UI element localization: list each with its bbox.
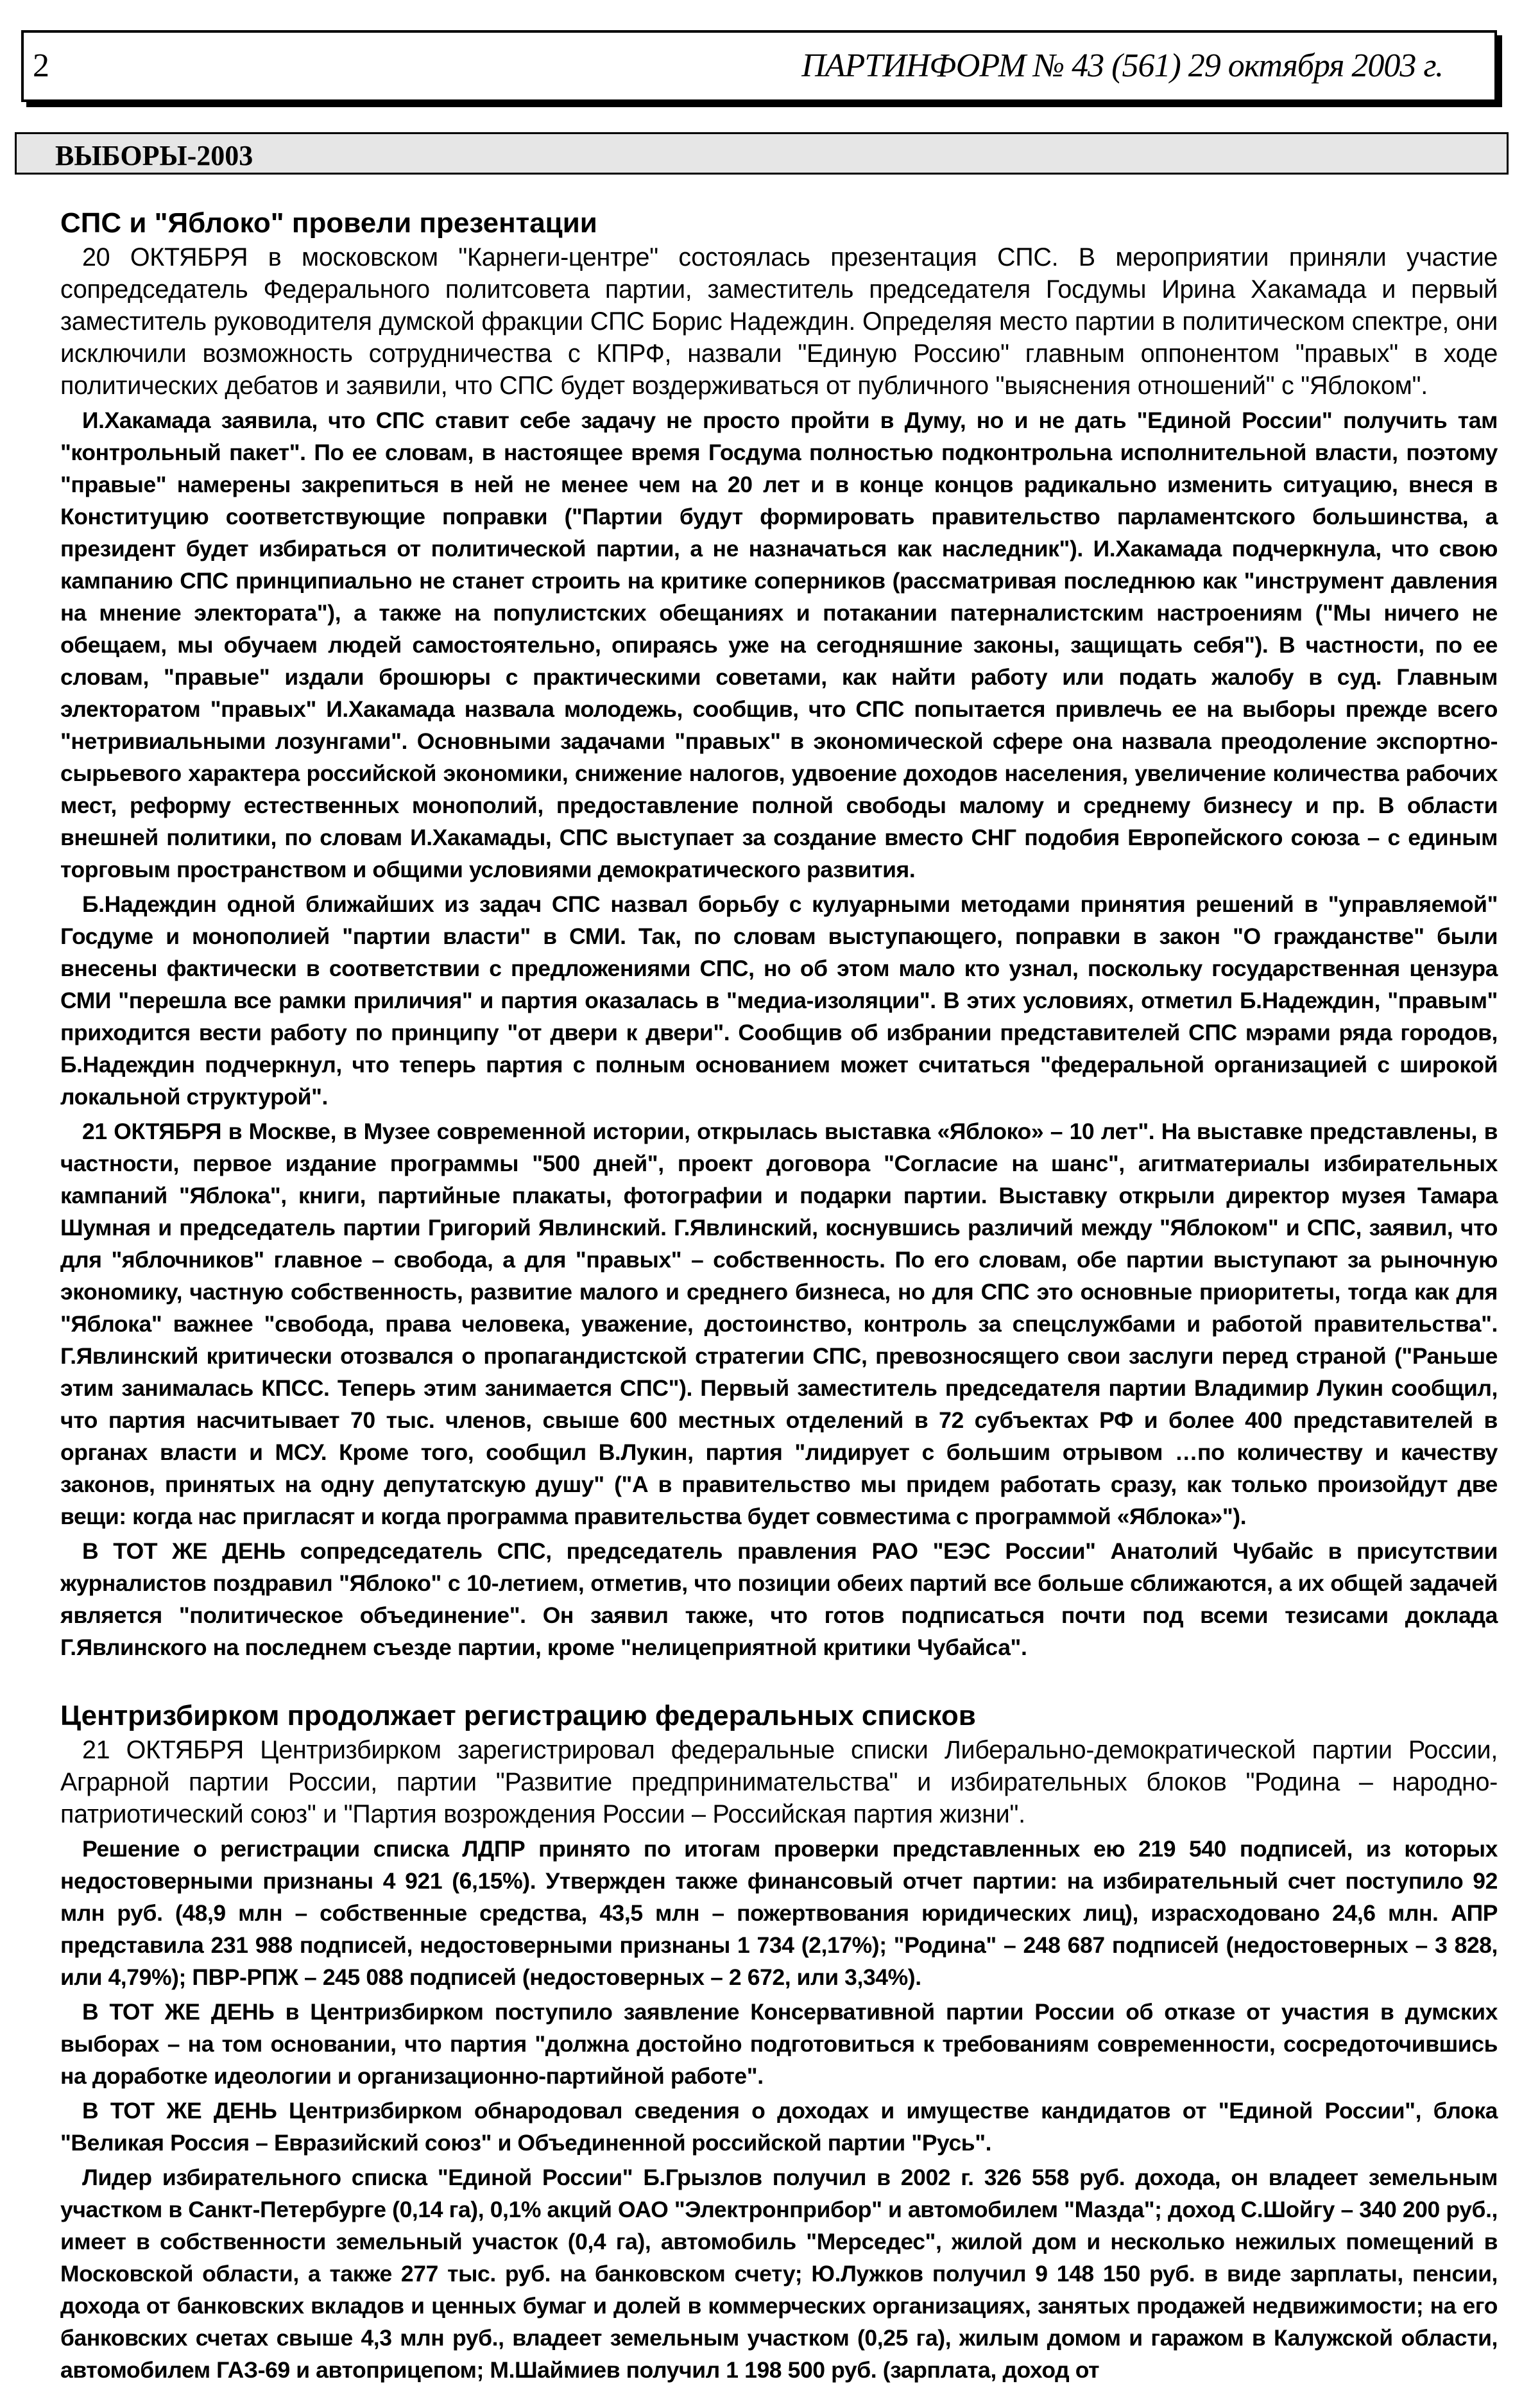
section-title: ВЫБОРЫ-2003 (55, 140, 253, 171)
paragraph: В ТОТ ЖЕ ДЕНЬ сопредседатель СПС, председатель правления РАО "ЕЭС России" Анатолий Чубайс в присутствии журналистов поздравил "Яблоко" с 10-летием, отметив, что позиции обеих партий все больше сближаются, а их общей задачей является "политическое объединение". Он заявил также, что готов подписаться почти под всеми тезисами доклада Г.Явлинского на последнем съезде партии, кроме "нелицеприятной критики Чубайса". (60, 1538, 1498, 1660)
publication-title: ПАРТИНФОРМ № 43 (561) 29 октября 2003 г. (801, 47, 1443, 84)
paragraph: В ТОТ ЖЕ ДЕНЬ в Центризбирком поступило заявление Консервативной партии России об отказе от участия в думских выборах – на том основании, что партия "должна достойно подготовиться к требованиям современности, сосредоточившись на доработке идеологии и организационно-партийной работе". (60, 1999, 1498, 2089)
paragraph: И.Хакамада заявила, что СПС ставит себе задачу не просто пройти в Думу, но и не дать "Единой России" получить там "контрольный пакет". По ее словам, в настоящее время Госдума полностью подконтрольна исполнительной власти, поэтому "правые" намерены закрепиться в ней не менее чем на 20 лет и в конце концов радикально изменить ситуацию, внеся в Конституцию соответствующие поправки ("Партии будут формировать правительство парламентского большинства, а президент будет избираться от политической партии, а не назначаться как наследник"). И.Хакамада подчеркнула, что свою кампанию СПС принципиально не станет строить на критике соперников (рассматривая последнюю как "инструмент давления на мнение электората"), а также на популистских обещаниях и потакании патерналистским настроениям ("Мы ничего не обещаем, мы обучаем людей самостоятельно, опираясь уже на сегодняшние законы, защищать себя"). В частности, по ее словам, "правые" издали брошюры с практическими советами, как найти работу или подать жалобу в суд. Главным электоратом "правых" И.Хакамада назвала молодежь, сообщив, что СПС попытается привлечь ее на выборы прежде всего "нетривиальными лозунгами". Основными задачами "правых" в экономической сфере она назвала преодоление экспортно-сырьевого характера российской экономики, снижение налогов, удвоение доходов населения, увеличение количества рабочих мест, реформу естественных монополий, предоставление полной свободы малому и среднему бизнесу и пр. В области внешней политики, по словам И.Хакамады, СПС выступает за создание вместо СНГ подобия Европейского союза – с единым торговым пространством и общими условиями демократического развития. (60, 408, 1498, 882)
section-bar (15, 132, 1509, 175)
paragraph: Решение о регистрации списка ЛДПР принято по итогам проверки представленных ею 219 540 подписей, из которых недостоверными признаны 4 921 (6,15%). Утвержден также финансовый отчет партии: на избирательный счет поступило 92 млн руб. (48,9 млн – собственные средства, 43,5 млн – пожертвования юридических лиц), израсходовано 24,6 млн. АПР представила 231 988 подписей, недостоверными признаны 1 734 (2,17%); "Родина" – 248 687 подписей (недостоверных – 3 828, или 4,79%); ПВР-РПЖ – 245 088 подписей (недостоверных – 2 672, или 3,34%). (60, 1836, 1498, 1990)
paragraph: 21 ОКТЯБРЯ Центризбирком зарегистрировал федеральные списки Либерально-демократической партии России, Аграрной партии России, партии "Развитие предпринимательства" и избирательных блоков "Родина – народно-патриотический союз" и "Партия возрождения России – Российская партия жизни". (60, 1736, 1498, 1828)
paragraph: Б.Надеждин одной ближайших из задач СПС назвал борьбу с кулуарными методами принятия решений в "управляемой" Госдуме и монополией "партии власти" в СМИ. Так, по словам выступающего, поправки в закон "О гражданстве" были внесены фактически в соответствии с предложениями СПС, но об этом мало кто узнал, поскольку государственная цензура СМИ "перешла все рамки приличия" и партия оказалась в "медиа-изоляции". В этих условиях, отметил Б.Надеждин, "правым" приходится вести работу по принципу "от двери к двери". Сообщив об избрании представителей СПС мэрами ряда городов, Б.Надеждин подчеркнул, что теперь партия с полным основанием может считаться "федеральной организацией с широкой локальной структурой". (60, 891, 1498, 1110)
paragraph: 21 ОКТЯБРЯ в Москве, в Музее современной истории, открылась выставка «Яблоко» – 10 лет". На выставке представлены, в частности, первое издание программы "500 дней", проект договора "Согласие на шанс", агитматериалы избирательных кампаний "Яблока", книги, партийные плакаты, фотографии и подарки партии. Выставку открыли директор музея Тамара Шумная и председатель партии Григорий Явлинский. Г.Явлинский, коснувшись различий между "Яблоком" и СПС, заявил, что для "яблочников" главное – свобода, а для "правых" – собственность. По его словам, обе партии выступают за рыночную экономику, частную собственность, развитие малого и среднего бизнеса, но для СПС это основные приоритеты, тогда как для "Яблока" важнее "свобода, права человека, уважение, достоинство, контроль за спецслужбами и работой правительства". Г.Явлинский критически отозвался о пропагандистской стратегии СПС, превозносящего свои заслуги перед страной ("Раньше этим занималась КПСС. Теперь этим занимается СПС"). Первый заместитель председателя партии Владимир Лукин сообщил, что партия насчитывает 70 тыс. членов, свыше 600 местных отделений в 72 субъектах РФ и более 400 представителей в органах власти и МСУ. Кроме того, сообщил В.Лукин, партия "лидирует с большим отрывом …по количеству и качеству законов, принятых на одну депутатскую душу" ("А в правительство мы придем работать сразу, как только произойдут две вещи: когда нас пригласят и когда программа правительства будет совместима с программой «Яблока»"). (60, 1119, 1498, 1529)
article-body (60, 205, 1498, 2386)
paragraph: Лидер избирательного списка "Единой России" Б.Грызлов получил в 2002 г. 326 558 руб. дохода, он владеет земельным участком в Санкт-Петербурге (0,14 га), 0,1% акций ОАО "Электронприбор" и автомобилем "Мазда"; доход С.Шойгу – 340 200 руб., имеет в собственности земельный участок (0,4 га), автомобиль "Мерседес", жилой дом и несколько нежилых помещений в Московской области, а также 277 тыс. руб. на банковском счету; Ю.Лужков получил 9 148 150 руб. в виде зарплаты, пенсии, дохода от банковских вкладов и ценных бумаг и долей в коммерческих организациях, занятых продажей недвижимости; на его банковских счетах свыше 4,3 млн руб., владеет земельным участком (0,25 га), жилым домом и гаражом в Калужской области, автомобилем ГАЗ-69 и автоприцепом; М.Шаймиев получил 1 198 500 руб. (зарплата, доход от (60, 2165, 1498, 2383)
article-title: Центризбирком продолжает регистрацию федеральных списков (60, 1700, 976, 1731)
paragraph: 20 ОКТЯБРЯ в московском "Карнеги-центре" состоялась презентация СПС. В мероприятии приняли участие сопредседатель Федерального политсовета партии, заместитель председателя Госдумы Ирина Хакамада и первый заместитель руководителя думской фракции СПС Борис Надеждин. Определяя место партии в политическом спектре, они исключили возможность сотрудничества с КПРФ, назвали "Единую Россию" главным оппонентом "правых" в ходе политических дебатов и заявили, что СПС будет воздерживаться от публичного "выяснения отношений" с "Яблоком". (60, 243, 1498, 400)
page-number: 2 (33, 47, 49, 84)
article-title: СПС и "Яблоко" провели презентации (60, 207, 597, 239)
page-header (21, 30, 1497, 102)
paragraph: В ТОТ ЖЕ ДЕНЬ Центризбирком обнародовал сведения о доходах и имуществе кандидатов от "Единой России", блока "Великая Россия – Евразийский союз" и Объединенной российской партии "Русь". (60, 2098, 1498, 2156)
